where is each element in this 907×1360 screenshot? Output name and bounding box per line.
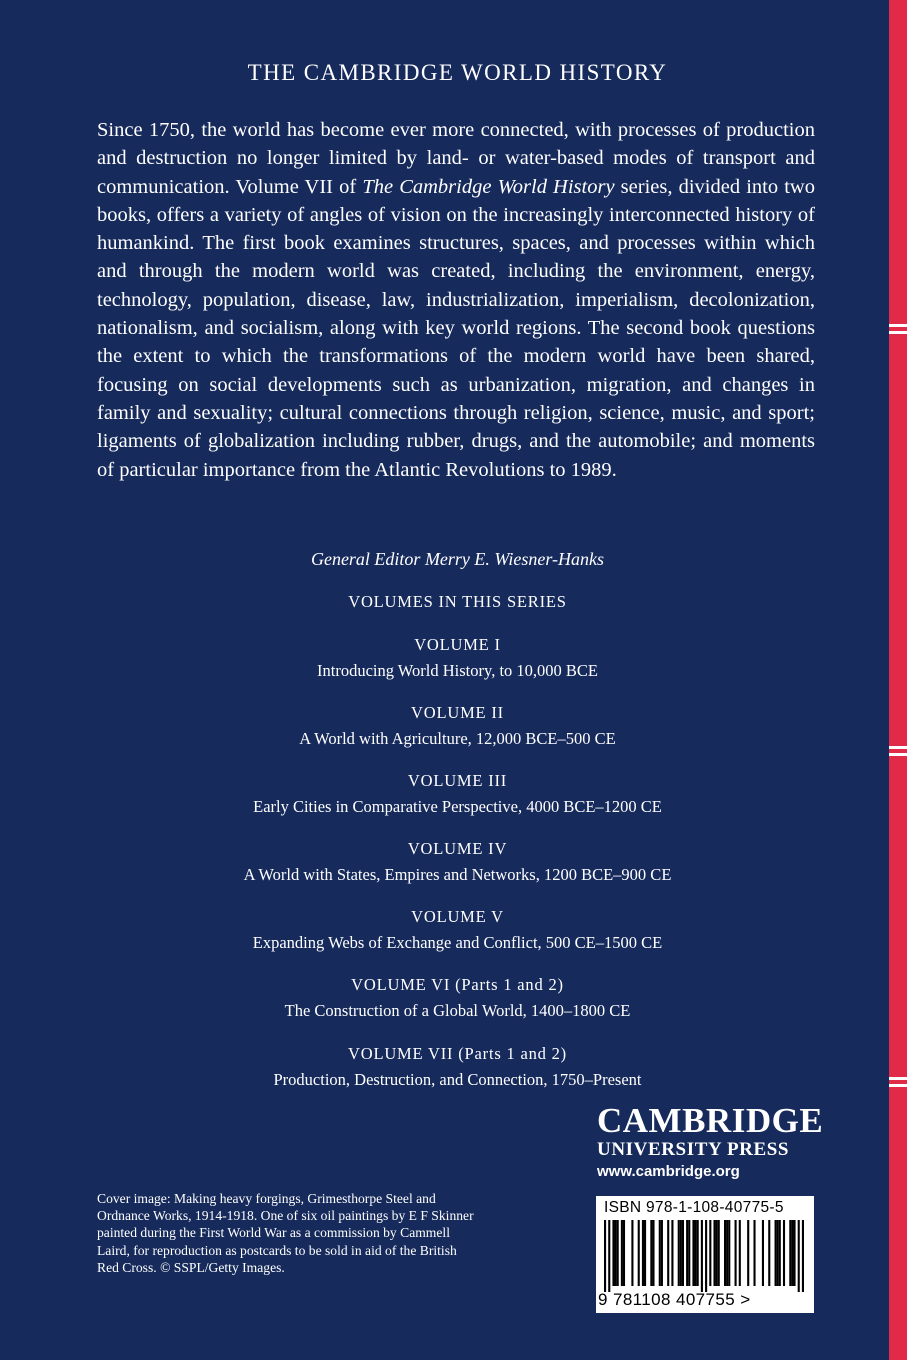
volume-entry: [0, 835, 907, 888]
barcode-bar: [753, 1220, 755, 1286]
barcode-bar: [659, 1220, 661, 1286]
volume-entry: [0, 971, 907, 1024]
barcode-bar: [612, 1220, 614, 1286]
spine-mark: [889, 324, 907, 327]
barcode-bar: [678, 1220, 680, 1286]
barcode-bar: [688, 1220, 690, 1286]
publisher-url: www.cambridge.org: [597, 1163, 740, 1180]
series-title: THE CAMBRIDGE WORLD HISTORY: [247, 60, 668, 85]
barcode-bar: [768, 1220, 770, 1286]
barcode-bar: [617, 1220, 619, 1286]
volume-number: VOLUME IV: [407, 839, 508, 858]
barcode-bar: [726, 1220, 728, 1286]
spine-mark: [889, 331, 907, 334]
barcode-bar: [747, 1220, 749, 1286]
blurb-text: series, divided into two books, offers a variety of angles of vision on the increasingly interconnected history of humankind. The first book examines structures, spaces, and processes within which and through the modern world was created, including the environment, energy, technology, population, disease, law, industrialization, imperialism, decolonization, nationalism, and socialism, along with key world regions. The second book questions the extent to which the transformations of the modern world have been shared, focusing on social developments such as urbanization, migration, and changes in family and sexuality; cultural connections through religion, science, music, and sport; ligaments of globalization including rubber, drugs, and the automobile; and moments of particular importance from the Atlantic Revolutions to 1989.: [97, 175, 815, 481]
barcode-bar: [642, 1220, 644, 1286]
isbn-label: ISBN 978-1-108-40775-5: [604, 1199, 784, 1216]
volume-title: A World with States, Empires and Networks, 1200 BCE–900 CE: [243, 865, 672, 884]
volume-number: VOLUME VI (Parts 1 and 2): [351, 975, 564, 994]
volume-number: VOLUME III: [407, 771, 508, 790]
barcode-bar: [739, 1220, 741, 1286]
barcode-bars: [604, 1220, 804, 1292]
barcode-bar: [728, 1220, 730, 1286]
barcode-bar: [718, 1220, 720, 1286]
barcode-bar: [783, 1220, 785, 1286]
barcode-bar: [791, 1220, 793, 1286]
barcode-bar: [802, 1220, 804, 1292]
volume-number: VOLUME II: [411, 703, 504, 722]
barcode-bar: [686, 1220, 688, 1286]
volume-title: Early Cities in Comparative Perspective, 4000 BCE–1200 CE: [253, 797, 662, 816]
volume-entry: [0, 1040, 907, 1093]
description-paragraph: [97, 116, 815, 484]
barcode-bar: [680, 1220, 682, 1286]
barcode-bar: [661, 1220, 663, 1286]
barcode-bar: [621, 1220, 623, 1286]
volumes-heading: VOLUMES IN THIS SERIES: [348, 592, 567, 611]
general-editor: General Editor Merry E. Wiesner-Hanks: [310, 549, 605, 569]
barcode-bar: [779, 1220, 781, 1286]
volume-number: VOLUME I: [414, 635, 501, 654]
publisher-logo: [597, 1102, 827, 1182]
volume-number: VOLUME V: [411, 907, 504, 926]
barcode-bar: [671, 1220, 673, 1286]
barcode-bar: [735, 1220, 737, 1286]
barcode-bar: [604, 1220, 606, 1292]
blurb-italic-title: The Cambridge World History: [362, 175, 615, 198]
barcode-bar: [716, 1220, 718, 1286]
barcode-bar: [638, 1220, 640, 1286]
barcode-bar: [709, 1220, 711, 1286]
barcode-bar: [705, 1220, 707, 1292]
volume-entry: [0, 699, 907, 752]
barcode-bar: [697, 1220, 699, 1286]
cover-credit: Cover image: Making heavy forgings, Grimesthorpe Steel and Ordnance Works, 1914-1918. One of six oil paintings by E F Skinner painted during the First World War as a commission by Cammell Laird, for reproduction as postcards to be sold in aid of the British Red Cross. © SSPL/Getty Images.: [97, 1191, 474, 1275]
isbn-barcode: [596, 1196, 814, 1313]
barcode-bar: [650, 1220, 652, 1286]
barcode-bar: [608, 1220, 610, 1292]
barcode-bar: [644, 1220, 646, 1286]
barcode-digits: 9 781108 407755 >: [598, 1290, 751, 1309]
blurb-text: Since 1750, the world has become ever more connected, with processes of production and destruction no longer limited by land- or water-based modes of transport and communication. Volume VII of: [97, 119, 815, 198]
volume-entry: [0, 767, 907, 820]
barcode-bar: [713, 1220, 715, 1286]
barcode-bar: [793, 1220, 795, 1286]
barcode-bar: [692, 1220, 694, 1286]
publisher-name: CAMBRIDGE: [597, 1101, 824, 1140]
barcode-bar: [777, 1220, 779, 1286]
barcode-bar: [682, 1220, 684, 1286]
barcode-bar: [631, 1220, 633, 1286]
barcode-bar: [724, 1220, 726, 1286]
barcode-bar: [701, 1220, 703, 1292]
volume-title: A World with Agriculture, 12,000 BCE–500 CE: [299, 729, 616, 748]
barcode-bar: [667, 1220, 669, 1286]
barcode-bar: [762, 1220, 764, 1286]
barcode-bar: [798, 1220, 800, 1292]
publisher-press: UNIVERSITY PRESS: [597, 1139, 790, 1160]
barcode-bar: [789, 1220, 791, 1286]
volume-title: The Construction of a Global World, 1400–1800 CE: [284, 1001, 631, 1020]
barcode-bar: [615, 1220, 617, 1286]
volume-title: Introducing World History, to 10,000 BCE: [317, 661, 598, 680]
barcode-bar: [652, 1220, 654, 1286]
barcode-bar: [775, 1220, 777, 1286]
barcode-bar: [623, 1220, 625, 1286]
volume-title: Expanding Webs of Exchange and Conflict, 500 CE–1500 CE: [252, 933, 663, 952]
spine-mark: [889, 753, 907, 756]
volume-entry: [0, 903, 907, 956]
volume-number: VOLUME VII (Parts 1 and 2): [348, 1044, 567, 1063]
volume-title: Production, Destruction, and Connection, 1750–Present: [273, 1070, 642, 1089]
volume-entry: [0, 631, 907, 684]
barcode-bar: [695, 1220, 697, 1286]
